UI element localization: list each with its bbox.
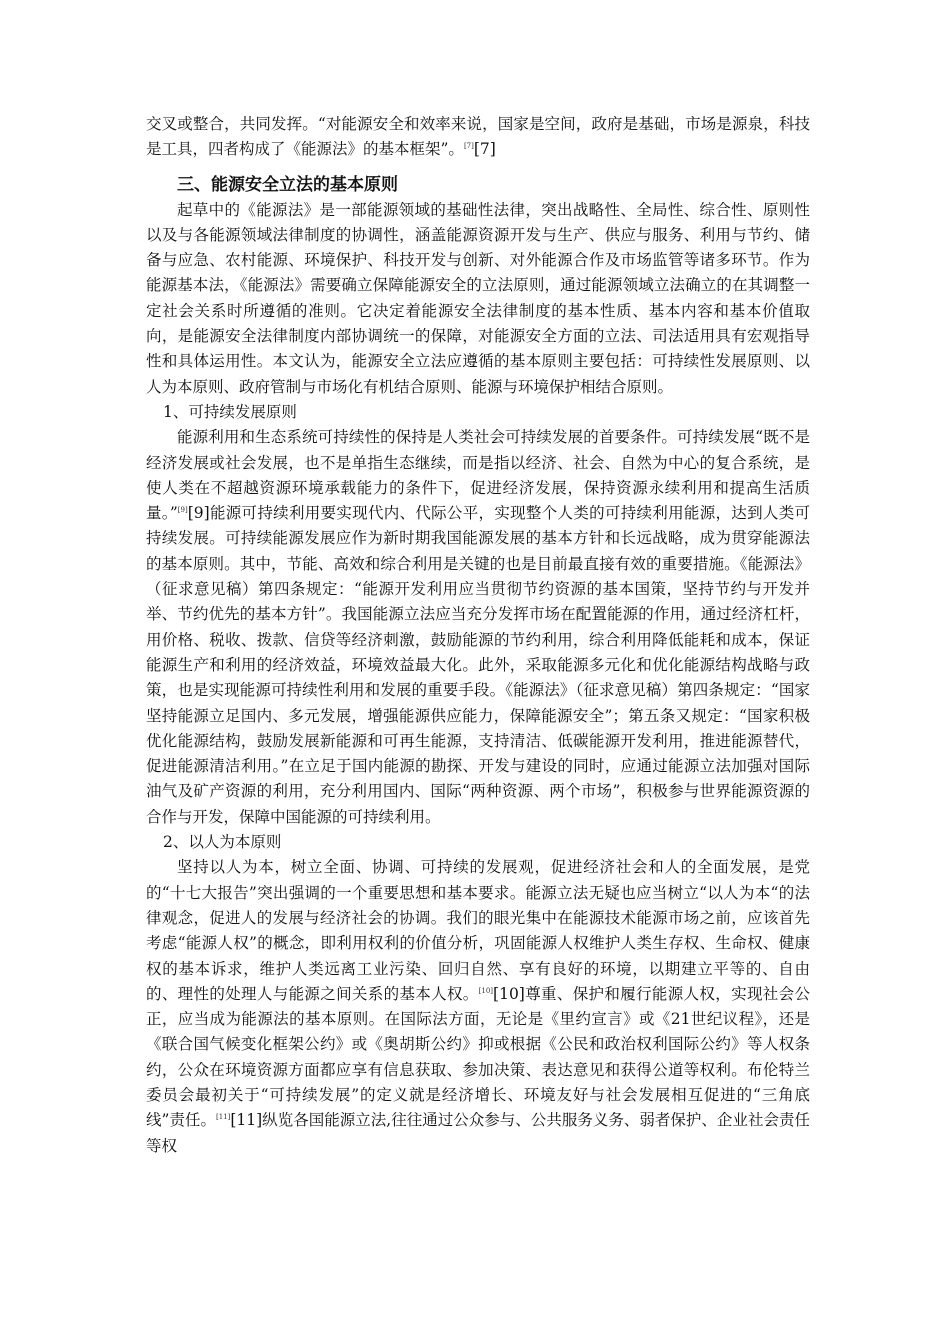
document-page [146,112,810,1159]
section-heading: 三、能源安全立法的基本原则 [177,174,398,195]
people-text-3: [11]纵览各国能源立法,往往通过公众参与、公共服务义务、弱者保护、企业社会责任等权 [146,1111,810,1155]
footnote-ref-11-sup: [11] [215,1113,231,1122]
footnote-ref-7-sup: [7] [463,142,474,151]
sustainable-text-1: 能源利用和生态系统可持续性的保持是人类社会可持续发展的首要条件。可持续发展“既不是经济发展或社会发展，也不是单指生态继续，而是指以经济、社会、自然为中心的复合系统，是使人类在不超越资源环境承载能力的条件下，促进经济发展，保持资源永续利用和提高生活质量。” [146,428,810,523]
intro-text: 交叉或整合，共同发挥。“对能源安全和效率来说，国家是空间，政府是基础，市场是源泉，科技是工具，四者构成了《能源法》的基本框架”。 [146,115,810,159]
footnote-ref-9-sup: [9] [177,506,188,514]
people-text-2: [10]尊重、保护和履行能源人权，实现社会公正，应当成为能源法的基本原则。在国际法方面，无论是《里约宣言》或《21世纪议程》，还是《联合国气候变化框架公约》或《奥胡斯公约》抑或根据《公民和政治权利国际公约》等人权条约，公众在环境资源方面都应享有信息获取、参加决策、表达意见和获得公道等权利。布伦特兰委员会最初关于“可持续发展”的定义就是经济增长、环境友好与社会发展相互促进的“三角底线”责任。 [146,984,810,1130]
sustainable-text-2: [9]能源可持续利用要实现代内、代际公平，实现整个人类的可持续利用能源，达到人类可持续发展。可持续能源发展应作为新时期我国能源发展的基本方针和长远战略，成为贯穿能源法的基本原则。其中，节能、高效和综合利用是关键的也是目前最直接有效的重要措施。《能源法》（征求意见稿）第四条规定：“能源开发利用应当贯彻节约资源的基本国策，坚持节约与开发并举、节约优先的基本方针”。我国能源立法应当充分发挥市场在配置能源的作用，通过经济杠杆，用价格、税收、拨款、信贷等经济刺激，鼓励能源的节约利用，综合利用降低能耗和成本，保证能源生产和利用的经济效益，环境效益最大化。此外，采取能源多元化和优化能源结构战略与政策，也是实现能源可持续性利用和发展的重要手段。《能源法》（征求意见稿）第四条规定：“国家坚持能源立足国内、多元发展，增强能源供应能力，保障能源安全”；第五条又规定：“国家积极优化能源结构，鼓励发展新能源和可再生能源，支持清洁、低碳能源开发利用，推进能源替代，促进能源清洁利用。”在立足于国内能源的勘探、开发与建设的同时，应通过能源立法加强对国际油气及矿产资源的利用，充分利用国内、国际“两种资源、两个市场”，积极参与世界能源资源的合作与开发，保障中国能源的可持续利用。 [146,504,810,826]
footnote-ref-7: [7] [473,140,496,159]
intro-paragraph [146,112,810,163]
subheading-sustainable: 1、可持续发展原则 [163,402,297,421]
principles-paragraph: 起草中的《能源法》是一部能源领域的基础性法律，突出战略性、全局性、综合性、原则性以及与各能源领域法律制度的协调性，涵盖能源资源开发与生产、供应与服务、利用与节约、储备与应急、农村能源、环境保护、科技开发与创新、对外能源合作及市场监管等诸多环节。作为能源基本法，《能源法》需要确立保障能源安全的立法原则，通过能源领域立法确立的在其调整一定社会关系时所遵循的准则。它决定着能源安全法律制度的基本性质、基本内容和基本价值取向，是能源安全法律制度内部协调统一的保障，对能源安全方面的立法、司法适用具有宏观指导性和具体运用性。本文认为，能源安全立法应遵循的基本原则主要包括：可持续性发展原则、以人为本原则、政府管制与市场化有机结合原则、能源与环境保护相结合原则。 [146,200,810,396]
footnote-ref-10-sup: [10] [478,986,494,995]
sustainable-paragraph [146,425,810,830]
subheading-people-oriented: 2、以人为本原则 [163,833,282,852]
people-text-1: 坚持以人为本，树立全面、协调、可持续的发展观，促进经济社会和人的全面发展，是党的“十七大报告”突出强调的一个重要思想和基本要求。能源立法无疑也应当树立“以人为本“的法律观念，促进人的发展与经济社会的协调。我们的眼光集中在能源技术能源市场之前，应该首先考虑“能源人权”的概念，即利用权利的价值分析，巩固能源人权维护人类生存权、生命权、健康权的基本诉求，维护人类远离工业污染、回归自然、享有良好的环境，以期建立平等的、自由的、理性的处理人与能源之间关系的基本人权。 [146,858,810,1003]
people-oriented-paragraph [146,855,810,1159]
